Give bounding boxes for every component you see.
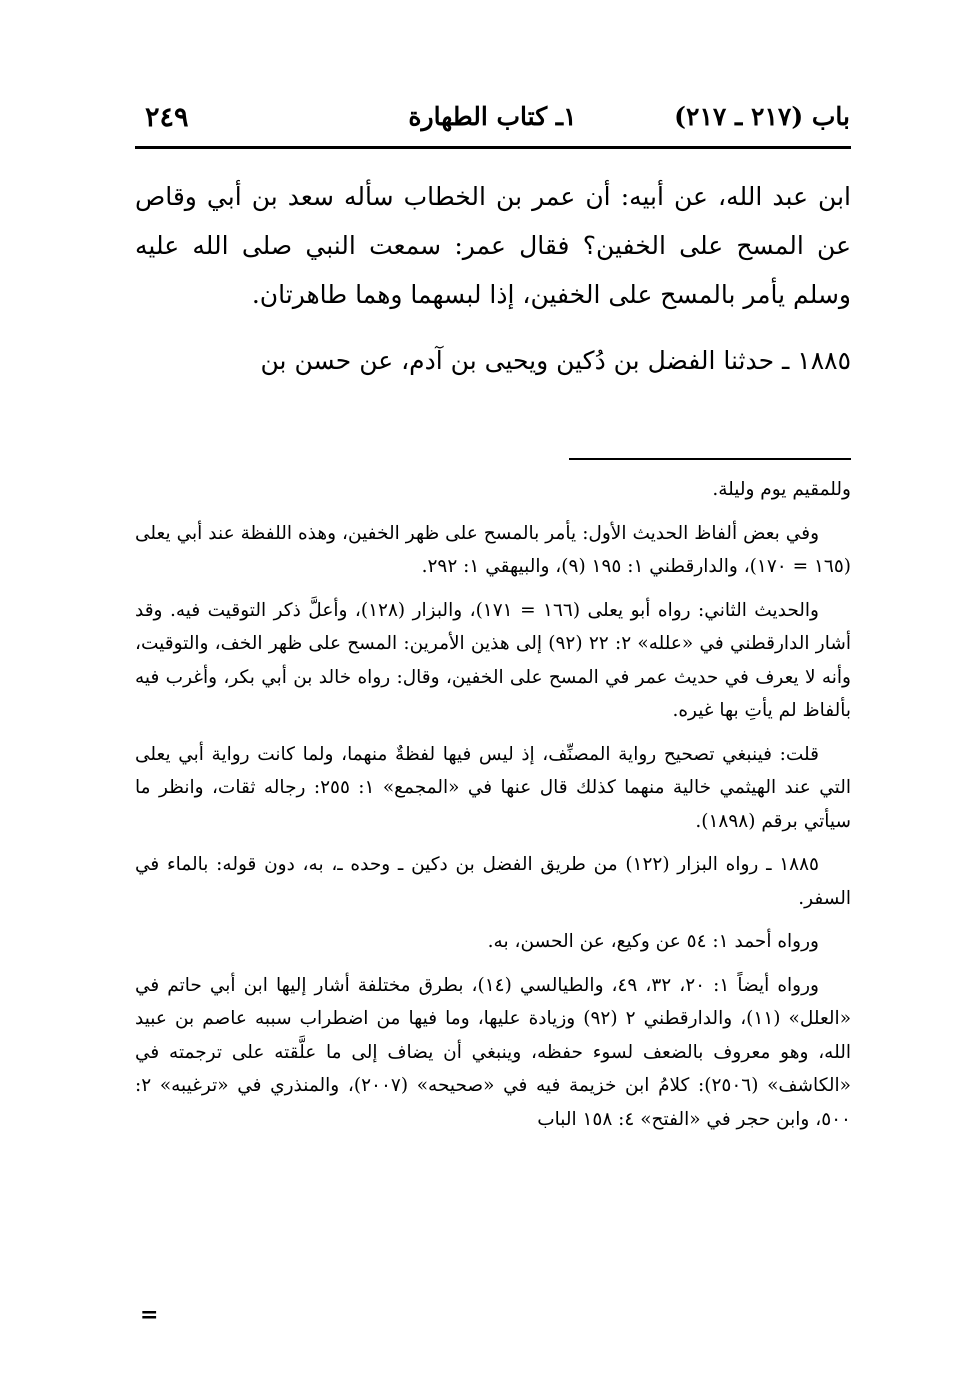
footnote-paragraph: وللمقيم يوم وليلة.	[712, 479, 851, 500]
chapter-title: باب (٢١٧ ـ ٢١٧)	[674, 102, 850, 131]
footnote-paragraph: قلت: فينبغي تصحيح رواية المصنِّف، إذ ليس فيها لفظةٌ منهما، ولما كانت رواية أبي يعلى التي عند الهيثمي خالية منهما كذلك قال عنها في «المجمع» ١: ٢٥٥: رجاله ثقات، وانظر ما سيأتي برقم (١٨٩٨).	[135, 743, 851, 832]
footnote-paragraph: ورواه أيضاً ١: ٢٠، ٣٢، ٤٩، والطيالسي (١٤)، بطرق مختلفة أشار إليها ابن أبي حاتم في «العلل» (١١)، والدارقطني ٢ (٩٢) وزيادة عليها، وما فيها من اضطراب سببه عاصم بن عبيد الله، وهو معروف بالضعف لسوء حفظه، وينبغي أن يضاف إلى ما علَّقته على ترجمته في «الكاشف» (٢٥٠٦): كلامُ ابن خزيمة فيه في «صحيحه» (٢٠٠٧)، والمنذري في «ترغيبه» ٢: ٥٠٠، وابن حجر في «الفتح» ٤: ١٥٨ الباب	[135, 974, 852, 1130]
main-paragraph: ابن عبد الله، عن أبيه: أن عمر بن الخطاب سأله سعد بن أبي وقاص عن المسح على الخفين؟ فقال عمر: سمعت النبي صلى الله عليه وسلم يأمر بالمسح على الخفين، إذا لبسهما وهما طاهرتان.	[135, 182, 851, 309]
footnote-paragraph: ١٨٨٥ ـ رواه البزار (١٢٢) من طريق الفضل بن دكين ـ وحده ـ، به، دون قوله: بالماء في السفر.	[135, 854, 851, 909]
hadith-paragraph: ١٨٨٥ ـ حدثنا الفضل بن دُكين ويحيى بن آدم، عن حسن بن	[260, 346, 851, 375]
footnote-paragraph: وفي بعض ألفاظ الحديث الأول: يأمر بالمسح على ظهر الخفين، وهذه اللفظة عند أبي يعلى (١٦٥ = ١٧٠)، والدارقطني ١: ١٩٥ (٩)، والبيهقي ١: ٢٩٢.	[135, 522, 851, 577]
section-title: ١ـ كتاب الطهارة	[408, 102, 577, 131]
header-rule	[135, 146, 851, 149]
footnotes	[135, 473, 851, 1136]
footnote-paragraph: والحديث الثاني: رواه أبو يعلى (١٦٦ = ١٧١)، والبزار (١٢٨)، وأعلَّ ذكر التوقيت فيه. وقد أشار الدارقطني في «علله» ٢: ٢٢ (٩٢) إلى هذين الأمرين: المسح على ظهر الخف، والتوقيت، وأنه لا يعرف في حديث عمر في المسح على الخفين، وقال: رواه خالد بن أبي بكر، وأغرب فيه بألفاظ لم يأتِ بها غيره.	[135, 599, 851, 721]
footnote-paragraph: ورواه أحمد ١: ٥٤ عن وكيع، عن الحسن، به.	[487, 931, 819, 952]
page-number: ٢٤٩	[145, 102, 189, 133]
continuation-mark: =	[140, 1302, 159, 1328]
main-text	[135, 172, 851, 385]
footnote-separator	[569, 458, 851, 460]
running-header	[135, 100, 850, 142]
